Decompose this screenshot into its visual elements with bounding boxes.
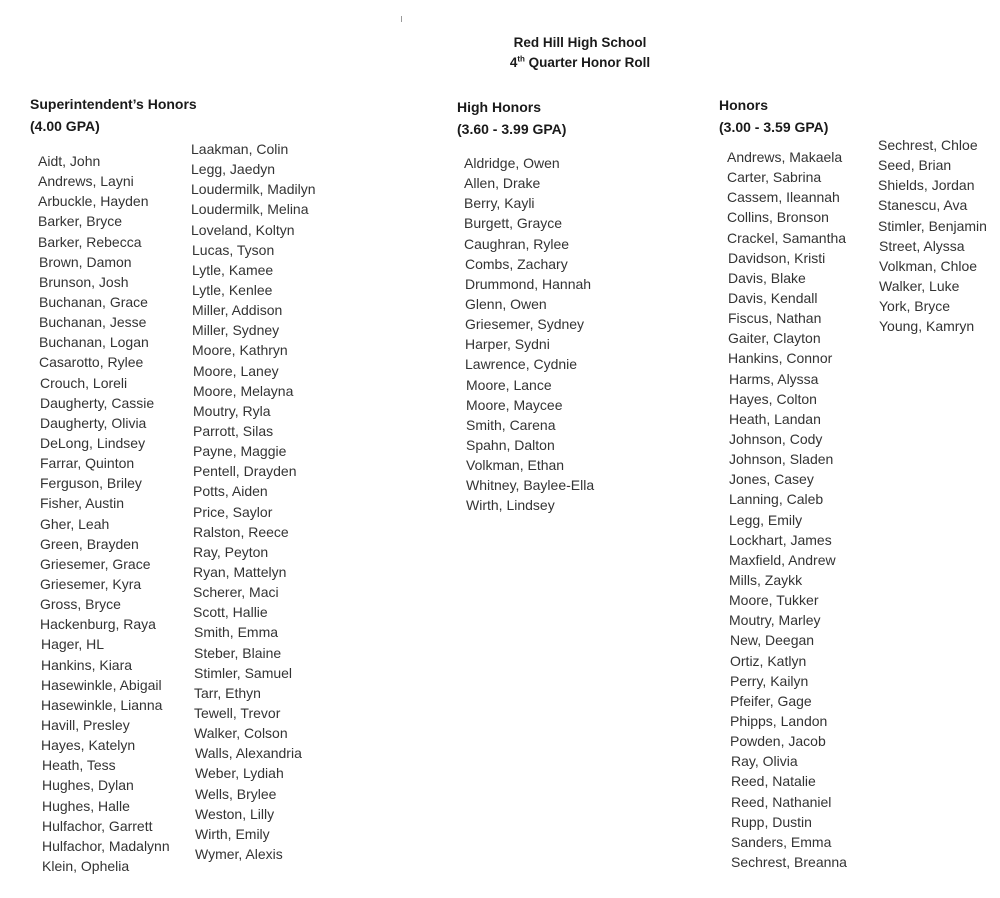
student-name: Pentell, Drayden — [193, 463, 297, 480]
student-name: Loudermilk, Melina — [191, 201, 309, 218]
student-name: Volkman, Ethan — [466, 457, 565, 474]
student-name: Moore, Lance — [466, 376, 552, 393]
student-name: Hayes, Katelyn — [41, 737, 136, 754]
student-name: Legg, Emily — [729, 511, 803, 528]
student-name: Heath, Landan — [729, 410, 821, 427]
student-name: Moore, Melayna — [193, 382, 294, 399]
student-name: Berry, Kayli — [464, 195, 535, 212]
student-name: Hayes, Colton — [729, 390, 817, 407]
student-name: Gaiter, Clayton — [728, 330, 821, 347]
student-name: Volkman, Chloe — [879, 257, 978, 274]
student-name: Davis, Blake — [728, 269, 806, 286]
student-name: Davis, Kendall — [728, 289, 818, 306]
high-honors-list — [464, 153, 594, 516]
student-name: Gross, Bryce — [40, 596, 121, 613]
student-name: Powden, Jacob — [730, 733, 826, 750]
student-name: Johnson, Cody — [729, 430, 823, 447]
student-name: Spahn, Dalton — [466, 436, 555, 453]
student-name: Buchanan, Grace — [39, 293, 148, 310]
student-name: Sechrest, Chloe — [878, 137, 978, 153]
scan-speck — [401, 16, 402, 22]
student-name: Whitney, Baylee-Ella — [466, 477, 595, 494]
student-name: Seed, Brian — [878, 157, 952, 174]
student-name: Parrott, Silas — [193, 422, 274, 439]
quarter-suffix: th — [517, 54, 525, 64]
student-name: Jones, Casey — [729, 471, 814, 488]
student-name: Hankins, Connor — [728, 350, 833, 367]
student-name: Steber, Blaine — [194, 644, 282, 661]
student-name: Sechrest, Breanna — [731, 853, 847, 870]
student-name: Shields, Jordan — [878, 177, 975, 194]
student-name: Klein, Ophelia — [42, 857, 130, 874]
student-name: Heath, Tess — [42, 757, 116, 774]
student-name: Lawrence, Cydnie — [465, 356, 578, 373]
student-name: Miller, Sydney — [192, 322, 280, 339]
student-name: Casarotto, Rylee — [39, 354, 144, 371]
student-name: Stimler, Benjamin — [878, 217, 987, 234]
student-name: Hughes, Dylan — [42, 777, 134, 794]
student-name: DeLong, Lindsey — [40, 434, 146, 451]
student-name: Moutry, Marley — [729, 612, 821, 629]
student-name: Griesemer, Kyra — [40, 575, 142, 592]
student-name: Moore, Kathryn — [192, 342, 288, 359]
student-name: Brunson, Josh — [39, 273, 129, 290]
student-name: Pfeifer, Gage — [730, 692, 812, 709]
student-name: Combs, Zachary — [465, 255, 568, 272]
student-name: Tarr, Ethyn — [194, 684, 261, 701]
student-name: Griesemer, Grace — [40, 555, 151, 572]
student-name: Wirth, Lindsey — [466, 497, 555, 514]
student-name: Harms, Alyssa — [729, 370, 819, 387]
student-name: Weber, Lydiah — [195, 765, 284, 782]
student-name: Daugherty, Olivia — [40, 414, 147, 431]
student-name: New, Deegan — [730, 632, 815, 649]
student-name: Hasewinkle, Abigail — [41, 676, 162, 693]
student-name: Reed, Natalie — [731, 773, 816, 790]
student-name: Moore, Maycee — [466, 396, 563, 413]
student-name: Moore, Tukker — [729, 592, 819, 609]
student-name: Ralston, Reece — [193, 523, 289, 540]
high-honors-heading — [457, 96, 566, 140]
superintendent-honors-heading — [30, 93, 197, 137]
honors-title: Honors — [719, 97, 768, 113]
student-name: Moutry, Ryla — [193, 402, 271, 419]
student-name: Moore, Laney — [193, 362, 279, 379]
student-name: Street, Alyssa — [879, 237, 965, 254]
honors-list-2 — [878, 135, 987, 336]
student-name: Aldridge, Owen — [464, 155, 560, 171]
superintendent-honors-title: Superintendent’s Honors — [30, 96, 197, 112]
student-name: Ferguson, Briley — [40, 475, 142, 492]
student-name: Loveland, Koltyn — [191, 221, 295, 238]
student-name: Miller, Addison — [192, 302, 283, 319]
student-name: York, Bryce — [879, 298, 951, 315]
student-name: Maxfield, Andrew — [729, 551, 836, 568]
student-name: Potts, Aiden — [193, 483, 268, 500]
student-name: Collins, Bronson — [727, 209, 829, 226]
quarter-title-rest: Quarter Honor Roll — [524, 55, 651, 70]
student-name: Brown, Damon — [39, 253, 132, 270]
student-name: Sanders, Emma — [731, 833, 832, 850]
superintendent-honors-list-1 — [38, 151, 170, 876]
student-name: Arbuckle, Hayden — [38, 193, 149, 210]
honors-list-1 — [727, 147, 847, 872]
student-name: Barker, Bryce — [38, 213, 123, 230]
honors-gpa: (3.00 - 3.59 GPA) — [719, 119, 829, 135]
honor-roll-title — [430, 55, 730, 70]
school-name: Red Hill High School — [513, 35, 647, 50]
student-name: Stanescu, Ava — [878, 197, 968, 214]
student-name: Scherer, Maci — [193, 584, 279, 601]
student-name: Lockhart, James — [729, 531, 832, 548]
student-name: Barker, Rebecca — [38, 233, 142, 250]
student-name: Hulfachor, Garrett — [42, 817, 153, 834]
student-name: Havill, Presley — [41, 716, 130, 733]
student-name: Laakman, Colin — [191, 141, 289, 157]
student-name: Buchanan, Logan — [39, 334, 149, 351]
student-name: Mills, Zaykk — [729, 571, 803, 588]
student-name: Andrews, Layni — [38, 173, 134, 190]
student-name: Hughes, Halle — [42, 797, 130, 814]
student-name: Ray, Olivia — [731, 753, 798, 770]
student-name: Hankins, Kiara — [41, 656, 133, 673]
student-name: Rupp, Dustin — [731, 813, 812, 830]
student-name: Crouch, Loreli — [40, 374, 128, 391]
student-name: Perry, Kailyn — [730, 672, 809, 689]
student-name: Cassem, Ileannah — [727, 189, 840, 206]
honors-heading — [719, 94, 828, 138]
student-name: Daugherty, Cassie — [40, 394, 155, 411]
student-name: Lytle, Kamee — [192, 261, 274, 278]
student-name: Smith, Carena — [466, 416, 556, 433]
student-name: Fiscus, Nathan — [728, 310, 822, 327]
student-name: Tewell, Trevor — [194, 704, 281, 721]
student-name: Davidson, Kristi — [728, 249, 826, 266]
student-name: Young, Kamryn — [879, 318, 975, 335]
student-name: Buchanan, Jesse — [39, 314, 147, 331]
student-name: Ray, Peyton — [193, 543, 269, 560]
student-name: Allen, Drake — [464, 175, 541, 192]
student-name: Ryan, Mattelyn — [193, 563, 287, 580]
student-name: Glenn, Owen — [465, 295, 547, 312]
student-name: Lytle, Kenlee — [192, 281, 273, 298]
student-name: Legg, Jaedyn — [191, 161, 276, 178]
student-name: Andrews, Makaela — [727, 149, 843, 165]
student-name: Griesemer, Sydney — [465, 316, 585, 333]
student-name: Hackenburg, Raya — [40, 616, 156, 633]
student-name: Crackel, Samantha — [727, 229, 847, 246]
student-name: Harper, Sydni — [465, 336, 550, 353]
student-name: Walls, Alexandria — [195, 745, 302, 762]
student-name: Caughran, Rylee — [464, 235, 570, 252]
high-honors-gpa: (3.60 - 3.99 GPA) — [457, 121, 567, 137]
student-name: Wirth, Emily — [195, 825, 270, 842]
student-name: Payne, Maggie — [193, 443, 287, 460]
student-name: Johnson, Sladen — [729, 451, 834, 468]
student-name: Loudermilk, Madilyn — [191, 181, 316, 198]
student-name: Farrar, Quinton — [40, 455, 135, 472]
student-name: Drummond, Hannah — [465, 275, 592, 292]
high-honors-title: High Honors — [457, 99, 541, 115]
student-name: Stimler, Samuel — [194, 664, 293, 681]
student-name: Smith, Emma — [194, 624, 279, 641]
student-name: Weston, Lilly — [195, 805, 275, 822]
student-name: Green, Brayden — [40, 535, 139, 552]
student-name: Walker, Luke — [879, 277, 960, 294]
student-name: Aidt, John — [38, 153, 101, 169]
superintendent-honors-list-2 — [191, 139, 316, 864]
student-name: Walker, Colson — [194, 725, 288, 742]
student-name: Lucas, Tyson — [192, 241, 275, 258]
student-name: Reed, Nathaniel — [731, 793, 832, 810]
student-name: Ortiz, Katlyn — [730, 652, 807, 669]
student-name: Gher, Leah — [40, 515, 110, 532]
student-name: Wymer, Alexis — [195, 845, 283, 862]
student-name: Wells, Brylee — [195, 785, 277, 802]
student-name: Hulfachor, Madalynn — [42, 837, 170, 854]
student-name: Carter, Sabrina — [727, 169, 822, 186]
student-name: Scott, Hallie — [193, 604, 268, 621]
student-name: Fisher, Austin — [40, 495, 125, 512]
student-name: Lanning, Caleb — [729, 491, 824, 508]
superintendent-honors-gpa: (4.00 GPA) — [30, 118, 100, 134]
student-name: Price, Saylor — [193, 503, 273, 520]
student-name: Hager, HL — [41, 636, 105, 653]
student-name: Hasewinkle, Lianna — [41, 696, 163, 713]
student-name: Phipps, Landon — [730, 712, 828, 729]
quarter-number: 4 — [509, 55, 518, 70]
student-name: Burgett, Grayce — [464, 215, 563, 232]
